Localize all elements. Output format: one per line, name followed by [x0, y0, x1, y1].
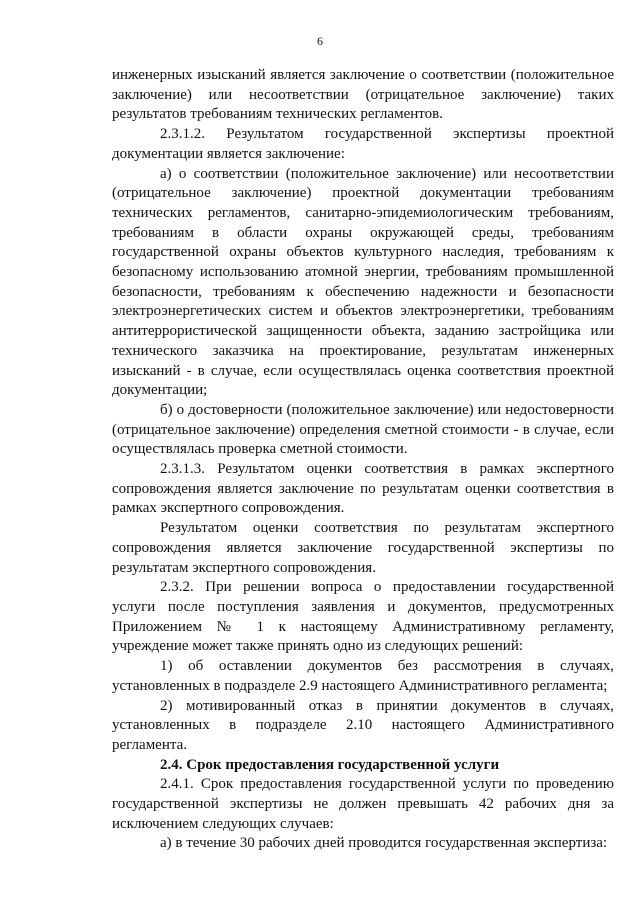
list-item-1: 1) об оставлении документов без рассмотрения в случаях, установленных в подразделе 2.9 настоящего Административного регламента;	[112, 658, 614, 694]
list-item-a: а) о соответствии (положительное заключение) или несоответствии (отрицательное заключение) проектной документации требованиям технических регламентов, санитарно-эпидемиологическим требованиям, требованиям в области охраны окружающей среды, требованиям государственной охраны объектов культурного наследия, требованиям к безопасному использованию атомной энергии, требованиям промышленной безопасности, требованиям к обеспечению надежности и безопасности электроэнергетических систем и объектов электроэнергетики, требованиям антитеррористической защищенности объекта, заданию застройщика или технического заказчика на проектирование, результатам инженерных изысканий - в случае, если осуществлялась оценка соответствия проектной документации;	[112, 165, 614, 399]
document-body	[112, 66, 614, 854]
section-heading-2-4: 2.4. Срок предоставления государственной услуги	[160, 756, 500, 773]
paragraph-2-4-1: 2.4.1. Срок предоставления государственной услуги по проведению государственной экспертизы не должен превышать 42 рабочих дня за исключением следующих случаев:	[112, 776, 614, 832]
paragraph-expert-support-result: Результатом оценки соответствия по результатам экспертного сопровождения является заключение государственной экспертизы по результатам экспертного сопровождения.	[112, 520, 614, 576]
list-item-b: б) о достоверности (положительное заключение) или недостоверности (отрицательное заключение) определения сметной стоимости - в случае, если осуществлялась проверка сметной стоимости.	[112, 401, 614, 458]
page-number: 6	[317, 34, 323, 48]
paragraph-2-3-1-3: 2.3.1.3. Результатом оценки соответствия в рамках экспертного сопровождения является заключение по результатам оценки соответствия в рамках экспертного сопровождения.	[112, 461, 614, 517]
paragraph-2-3-1-2: 2.3.1.2. Результатом государственной экспертизы проектной документации является заключение:	[112, 126, 614, 162]
list-item-2: 2) мотивированный отказ в принятии документов в случаях, установленных в подразделе 2.10 настоящего Административного регламента.	[112, 697, 614, 753]
paragraph-continuation: инженерных изысканий является заключение о соответствии (положительное заключение) или несоответствии (отрицательное заключение) таких результатов требованиям технических регламентов.	[112, 67, 614, 123]
list-item-a-2-4-1: а) в течение 30 рабочих дней проводится государственная экспертиза:	[160, 835, 608, 852]
paragraph-2-3-2: 2.3.2. При решении вопроса о предоставлении государственной услуги после поступления заявления и документов, предусмотренных Приложением № 1 к настоящему Административному регламенту, учреждение может также принять одно из следующих решений:	[112, 579, 614, 655]
